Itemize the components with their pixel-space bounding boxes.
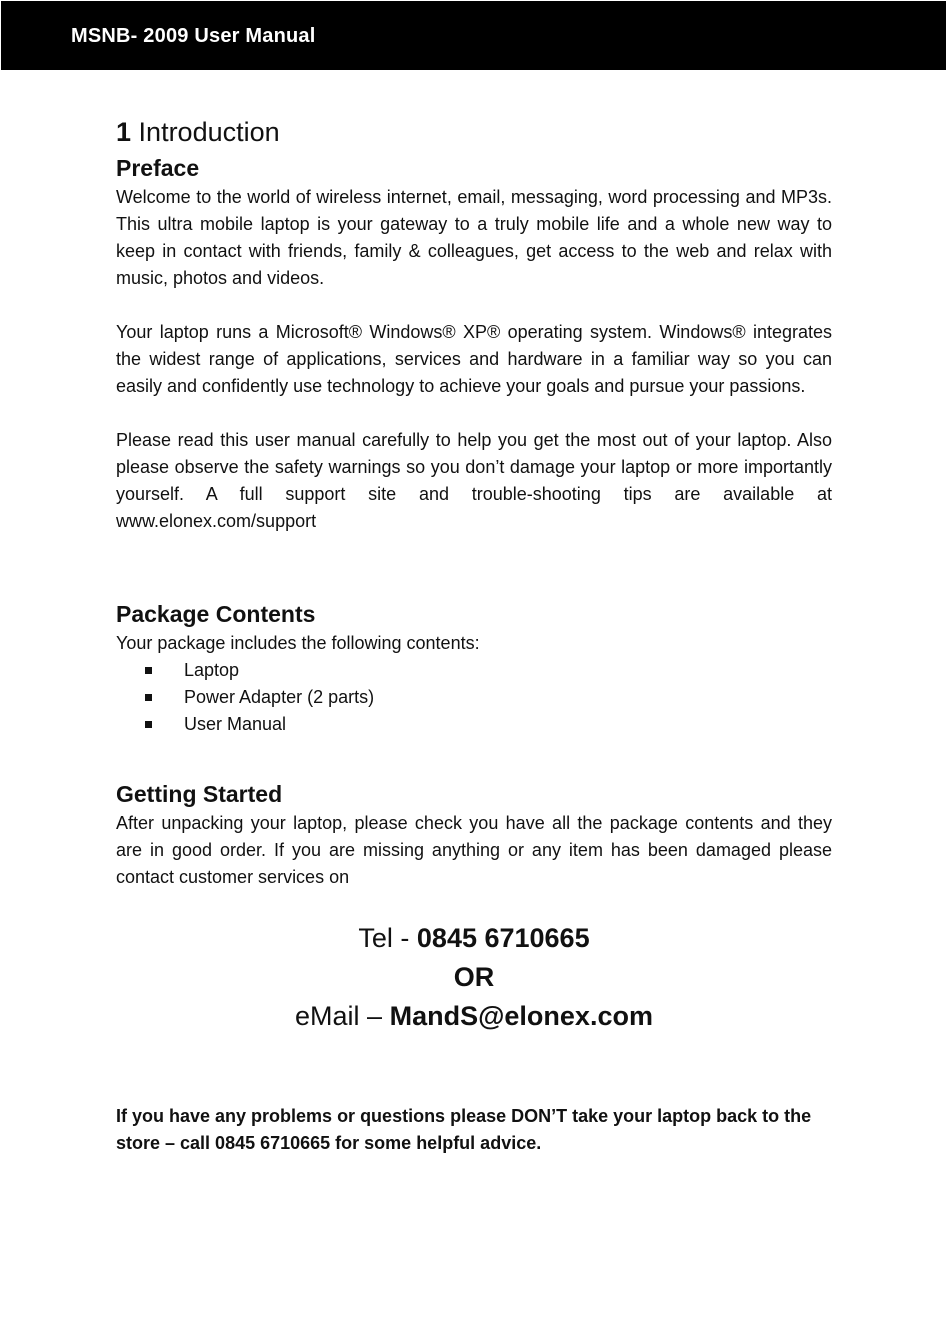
email-line [116,997,832,1036]
bullet-icon [145,721,152,728]
contact-block [116,919,832,1036]
chapter-number: 1 [116,117,132,147]
package-intro: Your package includes the following contents: [116,633,480,653]
or-text: OR [453,962,495,992]
getting-started-paragraph: After unpacking your laptop, please check you have all the package contents and they are in good order. If you are missing anything or any item has been damaged please contact customer services on [116,813,832,887]
tel-number: 0845 6710665 [416,923,590,953]
email-address: MandS@elonex.com [389,1001,653,1031]
bullet-icon [145,694,152,701]
preface-paragraph-3: Please read this user manual carefully to help you get the most out of your laptop. Also please observe the safety warnings so you don’t damage your laptop or more importantly yourself. A full support site and trouble-shooting tips are available at www.elonex.com/support [116,430,832,531]
package-heading: Package Contents [116,601,316,627]
or-line [116,958,832,997]
list-item [116,711,832,738]
preface-paragraph-1: Welcome to the world of wireless internet, email, messaging, word processing and MP3s. This ultra mobile laptop is your gateway to a truly mobile life and a whole new way to keep in contact with friends, family & colleagues, get access to the web and relax with music, photos and videos. [116,187,832,288]
list-item-label: Laptop [184,660,240,680]
header-bar [1,1,946,70]
getting-started-heading: Getting Started [116,781,283,807]
email-prefix: eMail – [295,1001,390,1031]
list-item-label: Power Adapter (2 parts) [184,687,375,707]
header-title: MSNB- 2009 User Manual [71,25,316,47]
preface-paragraph-2: Your laptop runs a Microsoft® Windows® XP® operating system. Windows® integrates the widest range of applications, services and hardware in a familiar way so you can easily and confidently use technology to achieve your goals and pursue your passions. [116,322,832,396]
page-content [116,112,832,1157]
list-item [116,657,832,684]
support-notice: If you have any problems or questions please DON’T take your laptop back to the store – call 0845 6710665 for some helpful advice. [116,1106,812,1153]
tel-prefix: Tel - [358,923,417,953]
package-list [116,657,832,738]
chapter-title [116,112,832,152]
list-item-label: User Manual [184,714,287,734]
bullet-icon [145,667,152,674]
tel-line [116,919,832,958]
chapter-title-text: Introduction [138,117,280,147]
list-item [116,684,832,711]
preface-heading: Preface [116,155,200,181]
